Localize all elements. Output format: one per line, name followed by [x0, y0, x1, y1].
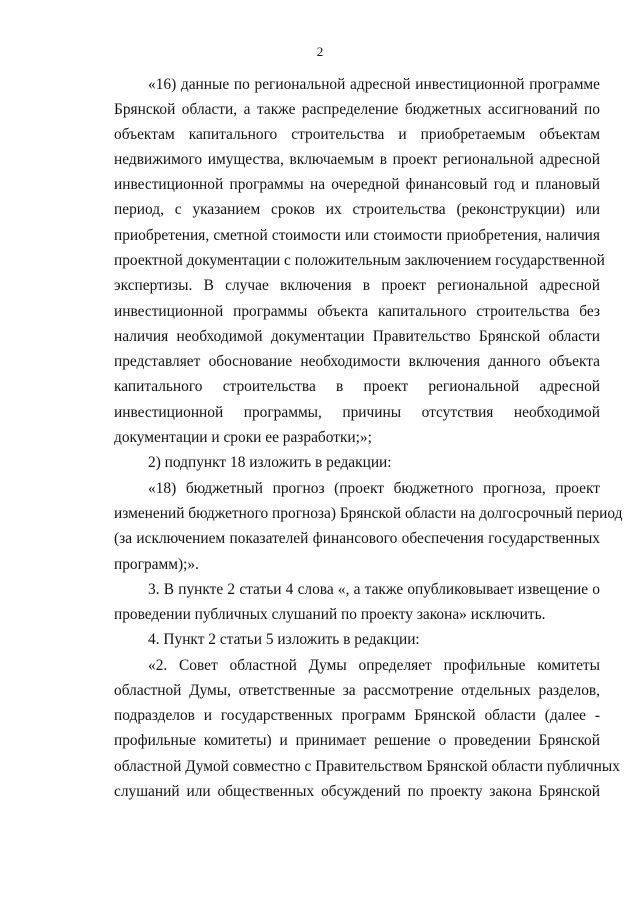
text-line: капитального строительства в проект региональной адресной [114, 378, 600, 395]
text-line: «18) бюджетный прогноз (проект бюджетного прогноза, проект [148, 480, 600, 497]
text-line: 2) подпункт 18 изложить в редакции: [148, 454, 392, 471]
text-line: объектам капитального строительства и приобретаемым объектам [114, 126, 600, 143]
page-number: 2 [316, 44, 324, 59]
text-line: 4. Пункт 2 статьи 5 изложить в редакции: [148, 631, 420, 648]
text-line: (за исключением показателей финансового обеспечения государственных [114, 530, 600, 547]
text-line: «16) данные по региональной адресной инвестиционной программе [148, 76, 600, 93]
text-line: инвестиционной программы объекта капитального строительства без [114, 303, 600, 320]
text-line: областной Думой совместно с Правительством Брянской области публичных [114, 758, 620, 775]
text-line: 3. В пункте 2 статьи 4 слова «, а также опубликовывает извещение о [148, 581, 600, 598]
text-line: проектной документации с положительным заключением государственной [114, 252, 605, 269]
text-line: слушаний или общественных обсуждений по проекту закона Брянской [114, 783, 600, 800]
text-line: наличия необходимой документации Правительство Брянской области [114, 328, 600, 345]
text-line: Брянской области, а также распределение бюджетных ассигнований по [114, 101, 600, 118]
text-line: проведении публичных слушаний по проекту закона» исключить. [114, 606, 546, 623]
text-line: период, с указанием сроков их строительства (реконструкции) или [114, 201, 600, 218]
text-line: областной Думы, ответственные за рассмотрение отдельных разделов, [114, 682, 600, 699]
text-line: приобретения, сметной стоимости или стоимости приобретения, наличия [114, 227, 600, 244]
text-line: представляет обоснование необходимости включения данного объекта [114, 353, 600, 370]
text-line: профильные комитеты) и принимает решение о проведении Брянской [114, 732, 600, 749]
text-line: документации и сроки ее разработки;»; [114, 429, 372, 446]
text-line: изменений бюджетного прогноза) Брянской области на долгосрочный период [114, 505, 623, 522]
text-line: недвижимого имущества, включаемым в проект региональной адресной [114, 151, 600, 168]
text-line: «2. Совет областной Думы определяет профильные комитеты [148, 657, 600, 674]
text-line: подразделов и государственных программ Брянской области (далее - [114, 707, 600, 724]
text-line: экспертизы. В случае включения в проект региональной адресной [114, 277, 600, 294]
text-line: инвестиционной программы на очередной финансовый год и плановый [114, 176, 600, 193]
text-line: инвестиционной программы, причины отсутствия необходимой [114, 404, 600, 421]
text-line: программ);». [114, 556, 199, 573]
